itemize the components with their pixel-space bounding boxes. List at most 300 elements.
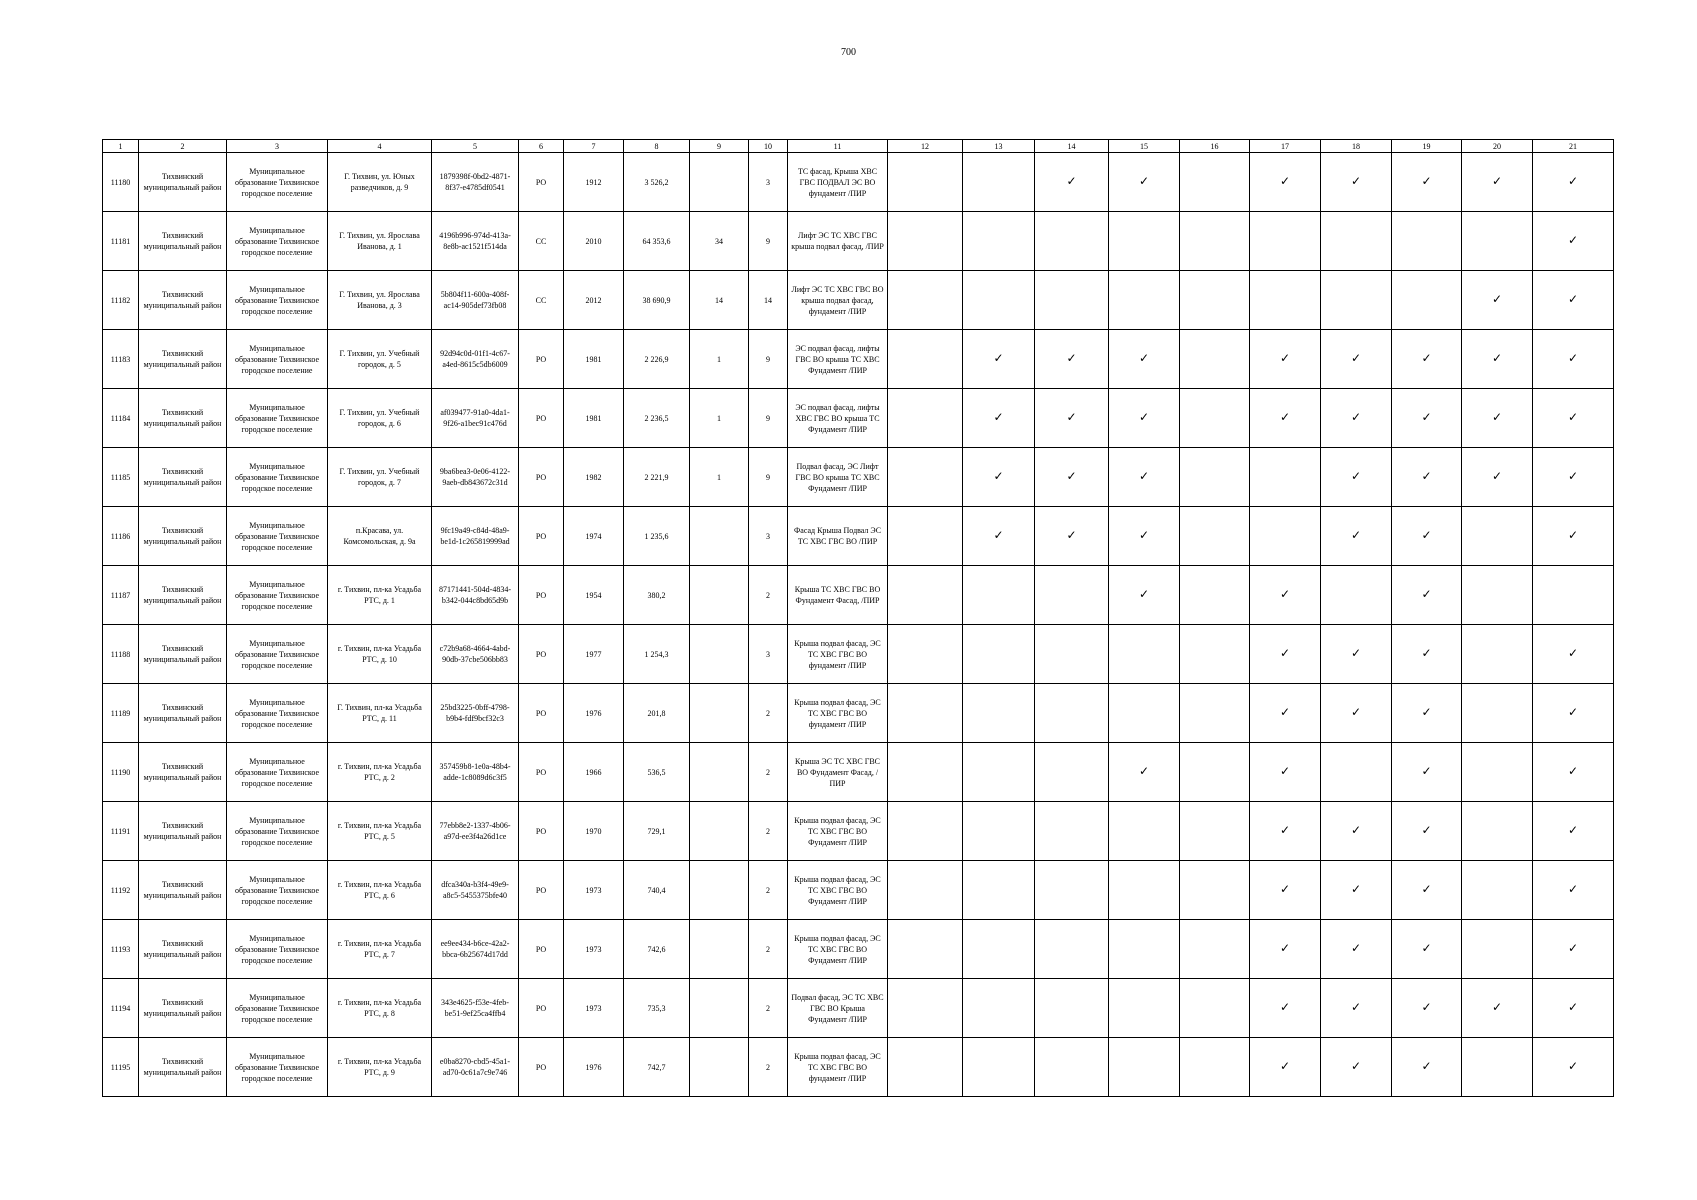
works-list-cell: Крыша ТС ХВС ГВС ВО Фундамент Фасад, /ПИР [788,566,888,625]
work-column-15-cell [1109,861,1180,920]
column-header-6: 6 [519,140,564,153]
work-column-18-cell [1321,979,1392,1038]
check-mark-icon: ✓ [1491,410,1503,424]
check-mark-icon: ✓ [993,351,1004,365]
work-column-12-cell [888,743,963,802]
work-column-15-cell [1109,684,1180,743]
table-row [103,330,1614,389]
record-id-cell: 11186 [103,507,139,566]
work-column-21-cell [1533,861,1614,920]
column-header-1: 1 [103,140,139,153]
work-column-12-cell [888,861,963,920]
work-column-12-cell [888,330,963,389]
work-column-18-cell [1321,330,1392,389]
work-column-20-cell [1462,920,1533,979]
works-list-cell: Крыша подвал фасад, ЭС ТС ХВС ГВС ВО Фундамент /ПИР [788,861,888,920]
check-mark-icon: ✓ [1350,410,1362,424]
table-row [103,920,1614,979]
build-year-cell: 1976 [564,1038,624,1097]
district-cell: Тихвинский муниципальный район [139,212,227,271]
works-list-cell: Крыша подвал фасад, ЭС ТС ХВС ГВС ВО Фундамент /ПИР [788,920,888,979]
work-column-16-cell [1180,979,1250,1038]
check-mark-icon: ✓ [1421,469,1432,483]
record-id-cell: 11188 [103,625,139,684]
municipality-cell: Муниципальное образование Тихвинское городское поселение [227,802,328,861]
area-cell: 380,2 [624,566,690,625]
check-mark-icon: ✓ [1279,882,1291,896]
work-column-14-cell [1035,330,1109,389]
check-mark-icon: ✓ [1567,646,1579,660]
table-row [103,271,1614,330]
table-row [103,861,1614,920]
work-column-16-cell [1180,389,1250,448]
check-mark-icon: ✓ [993,528,1004,542]
record-id-cell: 11191 [103,802,139,861]
work-column-16-cell [1180,566,1250,625]
work-column-13-cell [963,802,1035,861]
floors-cell: 3 [749,507,788,566]
column-header-18: 18 [1321,140,1392,153]
column-header-7: 7 [564,140,624,153]
ownership-type-cell: РО [519,684,564,743]
work-column-12-cell [888,920,963,979]
check-mark-icon: ✓ [1567,174,1579,188]
works-list-cell: Фасад Крыша Подвал ЭС ТС ХВС ГВС ВО /ПИР [788,507,888,566]
work-column-18-cell [1321,389,1392,448]
check-mark-icon: ✓ [1279,823,1291,837]
column-header-21: 21 [1533,140,1614,153]
area-cell: 2 236,5 [624,389,690,448]
check-mark-icon: ✓ [1567,705,1579,719]
work-column-14-cell [1035,743,1109,802]
check-mark-icon: ✓ [1279,941,1291,955]
column-header-20: 20 [1462,140,1533,153]
table-row [103,507,1614,566]
record-id-cell: 11184 [103,389,139,448]
build-year-cell: 1973 [564,861,624,920]
build-year-cell: 1976 [564,684,624,743]
guid-cell: ee9ee434-b6ce-42a2-bbca-6b25674d17dd [432,920,519,979]
work-column-21-cell [1533,802,1614,861]
record-id-cell: 11190 [103,743,139,802]
column-9-cell: 1 [690,330,749,389]
check-mark-icon: ✓ [1350,174,1362,188]
work-column-21-cell [1533,920,1614,979]
check-mark-icon: ✓ [1350,941,1362,955]
address-cell: г. Тихвин, пл-ка Усадьба РТС, д. 9 [328,1038,432,1097]
work-column-12-cell [888,979,963,1038]
district-cell: Тихвинский муниципальный район [139,920,227,979]
check-mark-icon: ✓ [1421,882,1432,896]
district-cell: Тихвинский муниципальный район [139,625,227,684]
work-column-13-cell [963,448,1035,507]
floors-cell: 3 [749,625,788,684]
check-mark-icon: ✓ [1350,646,1362,660]
ownership-type-cell: РО [519,979,564,1038]
page-number: 700 [841,47,856,58]
check-mark-icon: ✓ [1421,1000,1432,1014]
check-mark-icon: ✓ [1567,292,1579,306]
work-column-19-cell [1392,743,1462,802]
floors-cell: 2 [749,920,788,979]
work-column-13-cell [963,625,1035,684]
table-row [103,389,1614,448]
work-column-17-cell [1250,743,1321,802]
work-column-15-cell [1109,448,1180,507]
check-mark-icon: ✓ [1567,351,1579,365]
check-mark-icon: ✓ [1279,1000,1291,1014]
ownership-type-cell: РО [519,920,564,979]
work-column-12-cell [888,271,963,330]
check-mark-icon: ✓ [1421,941,1432,955]
check-mark-icon: ✓ [1066,528,1077,542]
table-row [103,802,1614,861]
work-column-15-cell [1109,389,1180,448]
check-mark-icon: ✓ [1279,1059,1291,1073]
check-mark-icon: ✓ [1279,174,1291,188]
work-column-15-cell [1109,330,1180,389]
floors-cell: 2 [749,684,788,743]
work-column-14-cell [1035,448,1109,507]
work-column-15-cell [1109,271,1180,330]
check-mark-icon: ✓ [1567,882,1579,896]
check-mark-icon: ✓ [1421,410,1432,424]
record-id-cell: 11185 [103,448,139,507]
work-column-17-cell [1250,566,1321,625]
work-column-17-cell [1250,625,1321,684]
check-mark-icon: ✓ [1350,882,1362,896]
work-column-12-cell [888,802,963,861]
work-column-20-cell [1462,212,1533,271]
municipality-cell: Муниципальное образование Тихвинское городское поселение [227,507,328,566]
work-column-14-cell [1035,1038,1109,1097]
area-cell: 740,4 [624,861,690,920]
work-column-13-cell [963,271,1035,330]
work-column-21-cell [1533,271,1614,330]
floors-cell: 9 [749,448,788,507]
works-list-cell: Подвал фасад, ЭС ТС ХВС ГВС ВО Крыша Фундамент /ПИР [788,979,888,1038]
area-cell: 38 690,9 [624,271,690,330]
work-column-15-cell [1109,920,1180,979]
work-column-17-cell [1250,448,1321,507]
work-column-12-cell [888,389,963,448]
work-column-12-cell [888,507,963,566]
check-mark-icon: ✓ [1350,528,1362,542]
work-column-18-cell [1321,920,1392,979]
guid-cell: 92d94c0d-01f1-4c67-a4ed-8615c5db6009 [432,330,519,389]
area-cell: 2 221,9 [624,448,690,507]
work-column-12-cell [888,212,963,271]
work-column-16-cell [1180,1038,1250,1097]
work-column-21-cell [1533,507,1614,566]
table-row [103,1038,1614,1097]
work-column-20-cell [1462,271,1533,330]
work-column-13-cell [963,389,1035,448]
guid-cell: 357459b8-1e0a-48b4-adde-1c8089d6c3f5 [432,743,519,802]
district-cell: Тихвинский муниципальный район [139,743,227,802]
build-year-cell: 1970 [564,802,624,861]
work-column-16-cell [1180,448,1250,507]
table-body [103,153,1614,1097]
work-column-16-cell [1180,743,1250,802]
works-list-cell: Крыша подвал фасад, ЭС ТС ХВС ГВС ВО фундамент /ПИР [788,625,888,684]
table-row [103,625,1614,684]
address-cell: г. Тихвин, пл-ка Усадьба РТС, д. 10 [328,625,432,684]
municipality-cell: Муниципальное образование Тихвинское городское поселение [227,330,328,389]
area-cell: 201,8 [624,684,690,743]
column-header-4: 4 [328,140,432,153]
work-column-13-cell [963,1038,1035,1097]
work-column-19-cell [1392,861,1462,920]
address-cell: Г. Тихвин, ул. Юных разведчиков, д. 9 [328,153,432,212]
table-row [103,153,1614,212]
column-9-cell: 1 [690,389,749,448]
work-column-12-cell [888,1038,963,1097]
work-column-20-cell [1462,153,1533,212]
address-cell: Г. Тихвин, пл-ка Усадьба РТС, д. 11 [328,684,432,743]
check-mark-icon: ✓ [1567,410,1579,424]
municipality-cell: Муниципальное образование Тихвинское городское поселение [227,625,328,684]
works-list-cell: Лифт ЭС ТС ХВС ГВС ВО крыша подвал фасад, фундамент /ПИР [788,271,888,330]
check-mark-icon: ✓ [1567,941,1579,955]
district-cell: Тихвинский муниципальный район [139,861,227,920]
column-header-17: 17 [1250,140,1321,153]
floors-cell: 2 [749,861,788,920]
housing-register-table [102,139,1614,1097]
ownership-type-cell: РО [519,330,564,389]
column-header-14: 14 [1035,140,1109,153]
guid-cell: 1879398f-0bd2-4871-8f37-e4785df0541 [432,153,519,212]
work-column-18-cell [1321,802,1392,861]
work-column-16-cell [1180,507,1250,566]
check-mark-icon: ✓ [1567,764,1579,778]
check-mark-icon: ✓ [1421,646,1432,660]
check-mark-icon: ✓ [993,469,1004,483]
work-column-15-cell [1109,979,1180,1038]
floors-cell: 3 [749,153,788,212]
floors-cell: 14 [749,271,788,330]
check-mark-icon: ✓ [1138,469,1150,483]
work-column-17-cell [1250,861,1321,920]
work-column-16-cell [1180,684,1250,743]
guid-cell: c72b9a68-4664-4abd-90db-37cbe506bb83 [432,625,519,684]
work-column-21-cell [1533,1038,1614,1097]
guid-cell: 25bd3225-0bff-4798-b9b4-fdf9bcf32c3 [432,684,519,743]
column-header-19: 19 [1392,140,1462,153]
address-cell: Г. Тихвин, ул. Ярослава Иванова, д. 3 [328,271,432,330]
column-9-cell [690,153,749,212]
check-mark-icon: ✓ [1567,528,1579,542]
column-header-10: 10 [749,140,788,153]
check-mark-icon: ✓ [1421,351,1432,365]
address-cell: Г. Тихвин, ул. Учебный городок, д. 6 [328,389,432,448]
guid-cell: e0ba8270-cbd5-45a1-ad70-0c61a7c9e746 [432,1038,519,1097]
work-column-19-cell [1392,1038,1462,1097]
ownership-type-cell: РО [519,566,564,625]
works-list-cell: Лифт ЭС ТС ХВС ГВС крыша подвал фасад, /ПИР [788,212,888,271]
municipality-cell: Муниципальное образование Тихвинское городское поселение [227,861,328,920]
municipality-cell: Муниципальное образование Тихвинское городское поселение [227,389,328,448]
build-year-cell: 1981 [564,330,624,389]
floors-cell: 2 [749,979,788,1038]
build-year-cell: 1982 [564,448,624,507]
column-header-13: 13 [963,140,1035,153]
municipality-cell: Муниципальное образование Тихвинское городское поселение [227,271,328,330]
work-column-14-cell [1035,861,1109,920]
work-column-16-cell [1180,212,1250,271]
area-cell: 2 226,9 [624,330,690,389]
check-mark-icon: ✓ [993,410,1004,424]
area-cell: 729,1 [624,802,690,861]
work-column-18-cell [1321,684,1392,743]
build-year-cell: 1973 [564,920,624,979]
district-cell: Тихвинский муниципальный район [139,448,227,507]
work-column-13-cell [963,684,1035,743]
column-9-cell [690,625,749,684]
work-column-12-cell [888,684,963,743]
area-cell: 3 526,2 [624,153,690,212]
column-9-cell [690,979,749,1038]
work-column-17-cell [1250,330,1321,389]
check-mark-icon: ✓ [1066,410,1077,424]
work-column-14-cell [1035,684,1109,743]
district-cell: Тихвинский муниципальный район [139,330,227,389]
works-list-cell: Крыша подвал фасад, ЭС ТС ХВС ГВС ВО Фундамент /ПИР [788,802,888,861]
area-cell: 742,7 [624,1038,690,1097]
work-column-21-cell [1533,684,1614,743]
check-mark-icon: ✓ [1491,351,1503,365]
work-column-20-cell [1462,625,1533,684]
area-cell: 64 353,6 [624,212,690,271]
work-column-14-cell [1035,212,1109,271]
municipality-cell: Муниципальное образование Тихвинское городское поселение [227,920,328,979]
guid-cell: 5b804f11-600a-408f-ac14-905def73fb08 [432,271,519,330]
work-column-20-cell [1462,802,1533,861]
work-column-21-cell [1533,448,1614,507]
area-cell: 1 235,6 [624,507,690,566]
guid-cell: 4196b996-974d-413a-8e8b-ac1521f514da [432,212,519,271]
work-column-13-cell [963,979,1035,1038]
check-mark-icon: ✓ [1421,528,1432,542]
work-column-18-cell [1321,625,1392,684]
check-mark-icon: ✓ [1421,1059,1432,1073]
work-column-20-cell [1462,861,1533,920]
work-column-16-cell [1180,802,1250,861]
work-column-21-cell [1533,212,1614,271]
check-mark-icon: ✓ [1421,174,1432,188]
check-mark-icon: ✓ [1491,469,1503,483]
work-column-20-cell [1462,743,1533,802]
work-column-15-cell [1109,566,1180,625]
check-mark-icon: ✓ [1279,764,1291,778]
check-mark-icon: ✓ [1567,1000,1579,1014]
record-id-cell: 11187 [103,566,139,625]
ownership-type-cell: РО [519,743,564,802]
works-list-cell: Крыша ЭС ТС ХВС ГВС ВО Фундамент Фасад, /ПИР [788,743,888,802]
works-list-cell: Крыша подвал фасад, ЭС ТС ХВС ГВС ВО фундамент /ПИР [788,684,888,743]
record-id-cell: 11183 [103,330,139,389]
column-9-cell: 14 [690,271,749,330]
district-cell: Тихвинский муниципальный район [139,271,227,330]
work-column-19-cell [1392,448,1462,507]
table-row [103,684,1614,743]
work-column-15-cell [1109,212,1180,271]
work-column-20-cell [1462,330,1533,389]
build-year-cell: 1974 [564,507,624,566]
build-year-cell: 2010 [564,212,624,271]
work-column-12-cell [888,448,963,507]
work-column-14-cell [1035,271,1109,330]
work-column-21-cell [1533,625,1614,684]
work-column-20-cell [1462,389,1533,448]
check-mark-icon: ✓ [1421,705,1432,719]
municipality-cell: Муниципальное образование Тихвинское городское поселение [227,684,328,743]
works-list-cell: ТС фасад, Крыша ХВС ГВС ПОДВАЛ ЭС ВО фундамент /ПИР [788,153,888,212]
column-9-cell [690,684,749,743]
municipality-cell: Муниципальное образование Тихвинское городское поселение [227,448,328,507]
work-column-21-cell [1533,153,1614,212]
area-cell: 742,6 [624,920,690,979]
municipality-cell: Муниципальное образование Тихвинское городское поселение [227,743,328,802]
check-mark-icon: ✓ [1066,469,1077,483]
work-column-16-cell [1180,625,1250,684]
work-column-19-cell [1392,802,1462,861]
work-column-20-cell [1462,507,1533,566]
column-header-12: 12 [888,140,963,153]
work-column-14-cell [1035,802,1109,861]
floors-cell: 2 [749,1038,788,1097]
ownership-type-cell: РО [519,1038,564,1097]
work-column-18-cell [1321,566,1392,625]
check-mark-icon: ✓ [1567,823,1579,837]
work-column-18-cell [1321,153,1392,212]
record-id-cell: 11194 [103,979,139,1038]
work-column-19-cell [1392,625,1462,684]
check-mark-icon: ✓ [1350,1059,1362,1073]
check-mark-icon: ✓ [1567,1059,1579,1073]
work-column-13-cell [963,743,1035,802]
ownership-type-cell: РО [519,861,564,920]
works-list-cell: ЭС подвал фасад, лифты ХВС ГВС ВО крыша ТС Фундамент /ПИР [788,389,888,448]
address-cell: г. Тихвин, пл-ка Усадьба РТС, д. 8 [328,979,432,1038]
check-mark-icon: ✓ [1138,764,1150,778]
address-cell: г. Тихвин, пл-ка Усадьба РТС, д. 5 [328,802,432,861]
work-column-12-cell [888,566,963,625]
municipality-cell: Муниципальное образование Тихвинское городское поселение [227,1038,328,1097]
work-column-21-cell [1533,389,1614,448]
column-header-16: 16 [1180,140,1250,153]
work-column-19-cell [1392,271,1462,330]
check-mark-icon: ✓ [1350,351,1362,365]
works-list-cell: Подвал фасад, ЭС Лифт ГВС ВО крыша ТС ХВС Фундамент /ПИР [788,448,888,507]
floors-cell: 9 [749,330,788,389]
column-9-cell [690,507,749,566]
guid-cell: 9ba6bea3-0e06-4122-9aeb-db843672c31d [432,448,519,507]
ownership-type-cell: РО [519,389,564,448]
work-column-17-cell [1250,1038,1321,1097]
check-mark-icon: ✓ [1491,174,1503,188]
check-mark-icon: ✓ [1350,705,1362,719]
work-column-16-cell [1180,271,1250,330]
ownership-type-cell: РО [519,153,564,212]
area-cell: 735,3 [624,979,690,1038]
district-cell: Тихвинский муниципальный район [139,1038,227,1097]
column-header-8: 8 [624,140,690,153]
work-column-20-cell [1462,979,1533,1038]
work-column-19-cell [1392,389,1462,448]
record-id-cell: 11181 [103,212,139,271]
floors-cell: 9 [749,389,788,448]
